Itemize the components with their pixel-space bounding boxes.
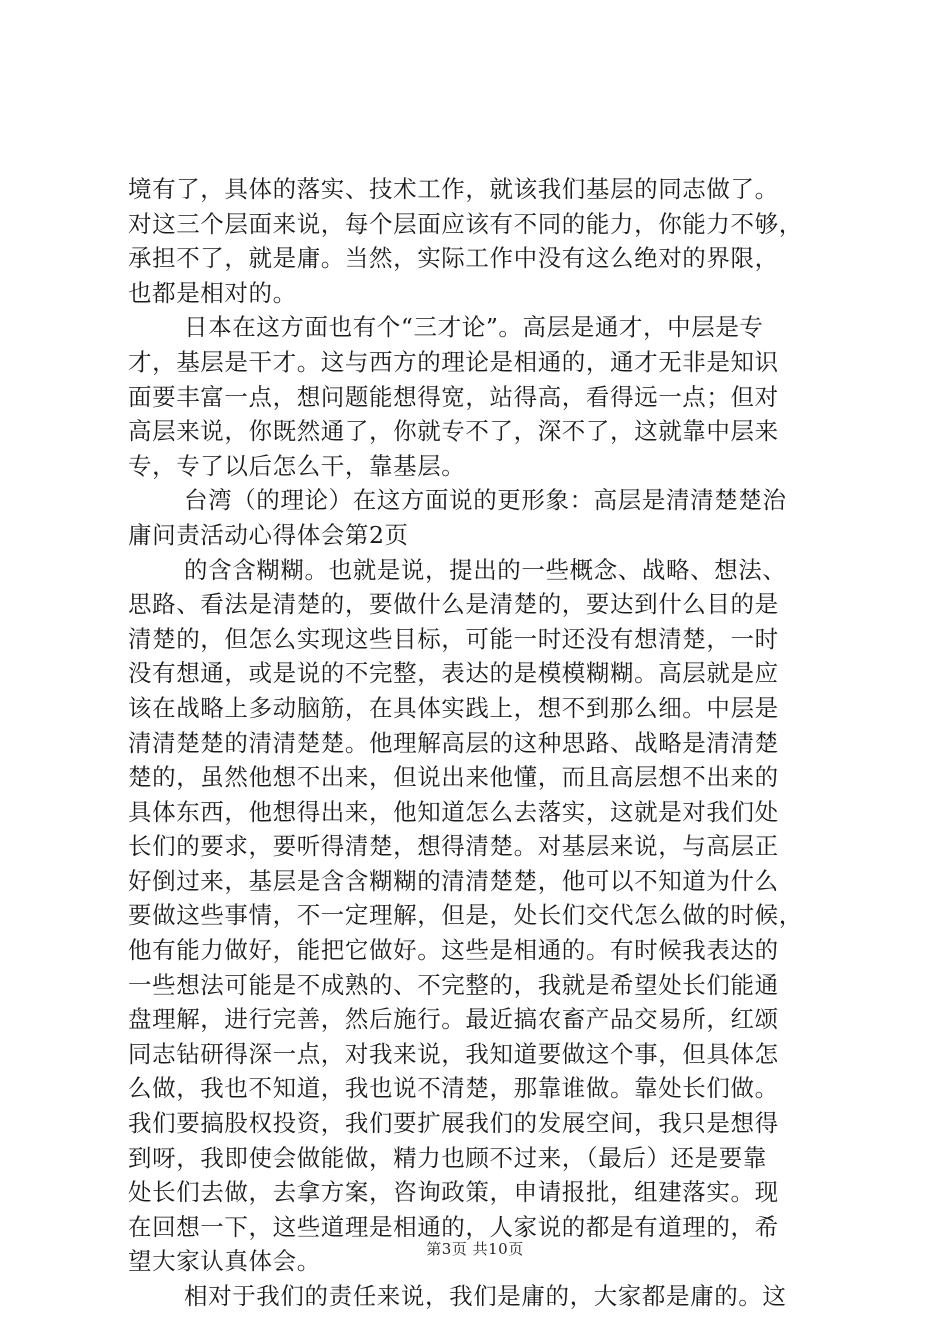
text-line: 日本在这方面也有个“三才论”。高层是通才，中层是专 xyxy=(184,313,764,342)
text-line: 没有想通，或是说的不完整，表达的是模模糊糊。高层就是应 xyxy=(128,659,779,688)
text-line: 面要丰富一点，想问题能想得宽，站得高，看得远一点；但对 xyxy=(128,382,779,411)
text-line: 盘理解，进行完善，然后施行。最近搞农畜产品交易所，红颂 xyxy=(128,1005,779,1034)
page-footer: 第3页 共10页 xyxy=(426,1240,524,1258)
text-line: 好倒过来，基层是含含糊糊的清清楚楚，他可以不知道为什么 xyxy=(128,866,779,895)
text-line: 清楚的，但怎么实现这些目标，可能一时还没有想清楚，一时 xyxy=(128,624,779,653)
text-line: 承担不了，就是庸。当然，实际工作中没有这么绝对的界限， xyxy=(128,244,779,273)
text-line: 对这三个层面来说，每个层面应该有不同的能力，你能力不够， xyxy=(128,209,803,238)
text-line: 同志钻研得深一点，对我来说，我知道要做这个事，但具体怎 xyxy=(128,1039,779,1068)
text-line: 楚的，虽然他想不出来，但说出来他懂，而且高层想不出来的 xyxy=(128,763,779,792)
text-line: 长们的要求，要听得清楚，想得清楚。对基层来说，与高层正 xyxy=(128,832,779,861)
text-line: 也都是相对的。 xyxy=(128,278,297,307)
text-line: 的含含糊糊。也就是说，提出的一些概念、战略、想法、 xyxy=(184,555,787,584)
text-line: 相对于我们的责任来说，我们是庸的，大家都是庸的。这 xyxy=(184,1282,787,1310)
text-line: 清清楚楚的清清楚楚。他理解高层的这种思路、战略是清清楚 xyxy=(128,728,779,757)
body-text xyxy=(128,172,838,1314)
text-line: 才，基层是干才。这与西方的理论是相通的，通才无非是知识 xyxy=(128,347,779,376)
text-line: 庸问责活动心得体会第2页 xyxy=(128,520,409,549)
text-line: 境有了，具体的落实、技术工作，就该我们基层的同志做了。 xyxy=(128,175,779,203)
text-line: 该在战略上多动脑筋，在具体实践上，想不到那么细。中层是 xyxy=(128,693,779,722)
text-line: 望大家认真体会。 xyxy=(128,1247,321,1276)
text-line: 一些想法可能是不成熟的、不完整的，我就是希望处长们能通 xyxy=(128,970,779,999)
text-line: 么做，我也不知道，我也说不清楚，那靠谁做。靠处长们做。 xyxy=(128,1074,779,1103)
text-line: 他有能力做好，能把它做好。这些是相通的。有时候我表达的 xyxy=(128,936,779,965)
text-line: 具体东西，他想得出来，他知道怎么去落实，这就是对我们处 xyxy=(128,797,779,826)
text-line: 在回想一下，这些道理是相通的，人家说的都是有道理的，希 xyxy=(128,1212,779,1241)
text-line: 要做这些事情，不一定理解，但是，处长们交代怎么做的时候， xyxy=(128,901,803,930)
text-line: 处长们去做，去拿方案，咨询政策，申请报批，组建落实。现 xyxy=(128,1178,779,1207)
text-line: 专，专了以后怎么干，靠基层。 xyxy=(128,451,466,480)
text-line: 到呀，我即使会做能做，精力也顾不过来，（最后）还是要靠 xyxy=(128,1143,767,1172)
text-line: 台湾（的理论）在这方面说的更形象：高层是清清楚楚治 xyxy=(184,486,787,515)
text-line: 思路、看法是清楚的，要做什么是清楚的，要达到什么目的是 xyxy=(128,590,779,619)
text-line: 高层来说，你既然通了，你就专不了，深不了，这就靠中层来 xyxy=(128,417,779,446)
text-line: 我们要搞股权投资，我们要扩展我们的发展空间，我只是想得 xyxy=(128,1109,779,1138)
